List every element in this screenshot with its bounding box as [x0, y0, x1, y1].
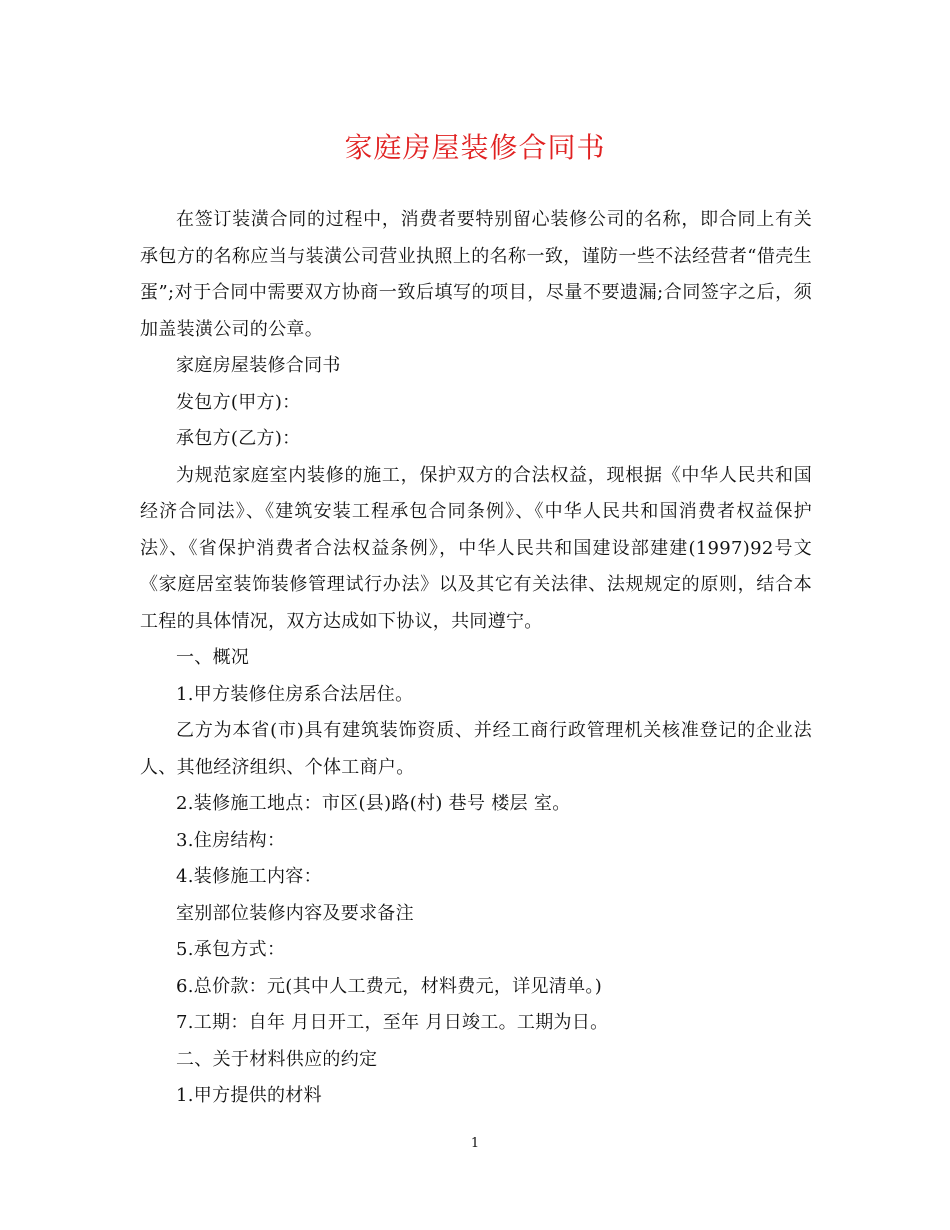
clause-2: 2.装修施工地点：市区(县)路(村) 巷号 楼层 室。: [176, 793, 571, 814]
paragraph-party-b: 承包方(乙方)：: [176, 428, 301, 449]
section-heading-overview: 一、概况: [176, 647, 250, 668]
paragraph-subtitle: 家庭房屋装修合同书: [176, 355, 341, 376]
materials-clause-1: 1.甲方提供的材料: [176, 1085, 322, 1106]
paragraph-legal-basis: 为规范家庭室内装修的施工，保护双方的合法权益，现根据《中华人民共和国经济合同法》、《建筑安装工程承包合同条例》、《中华人民共和国消费者权益保护法》、《省保护消费者合法权益条例》，中华人民共和国建设部建建(1997)92号文《家庭居室装饰装修管理试行办法》以及其它有关法律、法规规定的原则，结合本工程的具体情况，双方达成如下协议，共同遵宁。: [140, 464, 812, 632]
document-body: [140, 202, 812, 1115]
clause-5: 5.承包方式：: [176, 939, 286, 960]
page-number: 1: [470, 1136, 480, 1151]
clause-3: 3.住房结构：: [176, 829, 286, 851]
clause-1: 1.甲方装修住房系合法居住。: [176, 683, 414, 705]
clause-4: 4.装修施工内容：: [176, 866, 322, 887]
clause-6: 6.总价款：元(其中人工费元，材料费元，详见清单。): [176, 975, 603, 997]
clause-1-continued: 乙方为本省(市)具有建筑装饰资质、并经工商行政管理机关核准登记的企业法人、其他经济组织、个体工商户。: [140, 720, 812, 778]
paragraph-intro: 在签订装潢合同的过程中，消费者要特别留心装修公司的名称，即合同上有关承包方的名称应当与装潢公司营业执照上的名称一致，谨防一些不法经营者“借壳生蛋”;对于合同中需要双方协商一致后填写的项目，尽量不要遗漏;合同签字之后，须加盖装潢公司的公章。: [140, 209, 812, 340]
document-title: 家庭房屋装修合同书: [344, 131, 606, 164]
clause-7: 7.工期：自年 月日开工，至年 月日竣工。工期为日。: [176, 1012, 609, 1033]
paragraph-party-a: 发包方(甲方)：: [176, 391, 301, 413]
clause-4-table-header: 室别部位装修内容及要求备注: [176, 902, 414, 924]
section-heading-materials: 二、关于材料供应的约定: [176, 1048, 378, 1070]
